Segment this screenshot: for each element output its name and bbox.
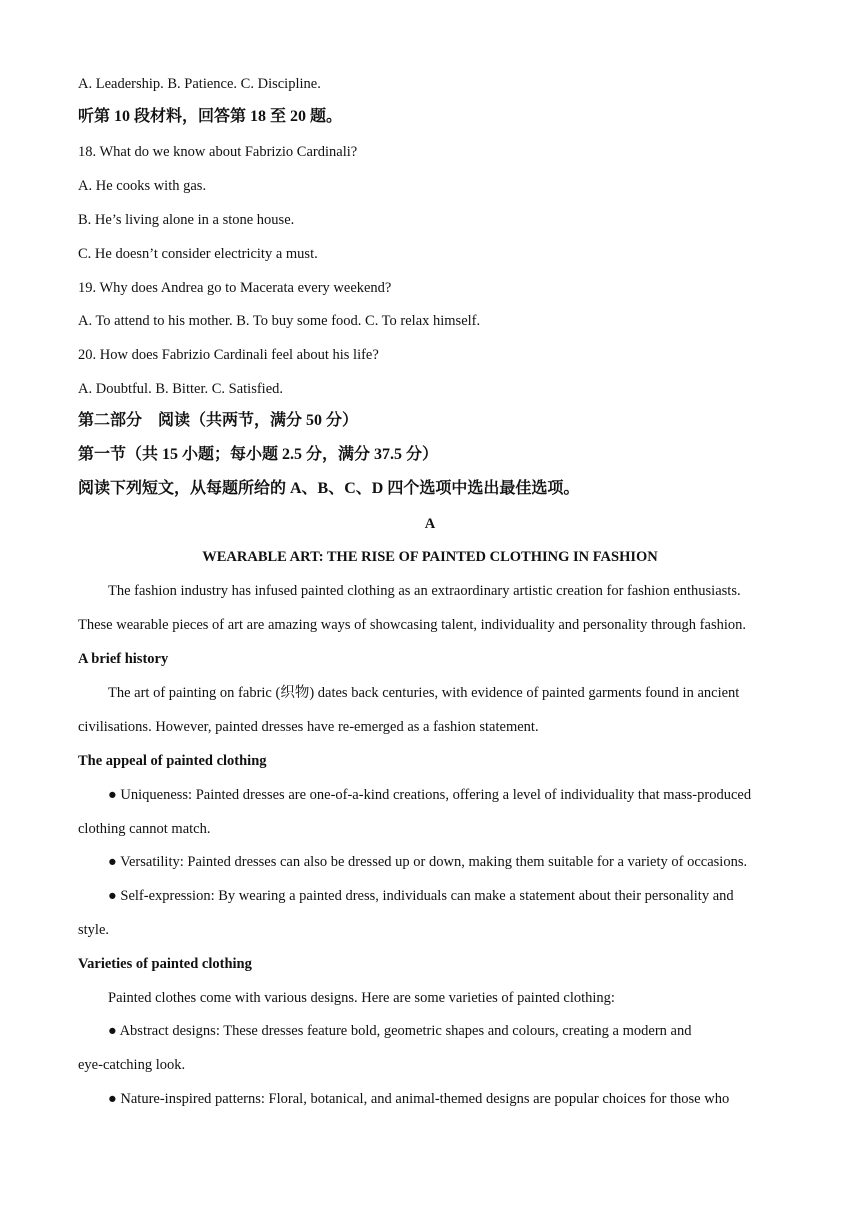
q17-options: A. Leadership. B. Patience. C. Discipline. <box>78 76 321 92</box>
q20-options: A. Doubtful. B. Bitter. C. Satisfied. <box>78 381 284 397</box>
heading-appeal: The appeal of painted clothing <box>78 753 267 769</box>
nature-line-1: ● Nature-inspired patterns: Floral, botanical, and animal-themed designs are popular choices for those who <box>108 1091 730 1107</box>
abstract-line-1: ● Abstract designs: These dresses feature bold, geometric shapes and colours, creating a modern and <box>108 1023 692 1039</box>
q19-options: A. To attend to his mother. B. To buy some food. C. To relax himself. <box>78 313 481 329</box>
versatility-line: ● Versatility: Painted dresses can also be dressed up or down, making them suitable for a variety of occasions. <box>108 854 748 870</box>
q18-question: 18. What do we know about Fabrizio Cardinali? <box>78 144 358 160</box>
q20-question: 20. How does Fabrizio Cardinali feel about his life? <box>78 347 379 363</box>
varieties-intro: Painted clothes come with various designs. Here are some varieties of painted clothing: <box>108 990 615 1006</box>
heading-brief-history: A brief history <box>78 651 169 667</box>
reading-instruction: 阅读下列短文，从每题所给的 A、B、C、D 四个选项中选出最佳选项。 <box>78 480 580 497</box>
passage-title: WEARABLE ART: THE RISE OF PAINTED CLOTHING IN FASHION <box>202 549 658 565</box>
intro-line-1: The fashion industry has infused painted clothing as an extraordinary artistic creation for fashion enthusiasts. <box>108 583 741 599</box>
q18-option-b: B. He’s living alone in a stone house. <box>78 212 295 228</box>
q18-option-c: C. He doesn’t consider electricity a must. <box>78 246 318 262</box>
section10-instruction: 听第 10 段材料，回答第 18 至 20 题。 <box>78 108 343 125</box>
part2-heading: 第二部分 阅读（共两节，满分 50 分） <box>78 412 359 429</box>
passage-letter: A <box>424 516 436 532</box>
heading-varieties: Varieties of painted clothing <box>78 956 252 972</box>
q18-option-a: A. He cooks with gas. <box>78 178 207 194</box>
uniqueness-line-1: ● Uniqueness: Painted dresses are one-of-a-kind creations, offering a level of individuality that mass-produced <box>108 787 752 803</box>
intro-line-2: These wearable pieces of art are amazing ways of showcasing talent, individuality and personality through fashion. <box>78 617 746 633</box>
section1-heading: 第一节（共 15 小题；每小题 2.5 分，满分 37.5 分） <box>78 446 439 463</box>
history-line-2: civilisations. However, painted dresses have re-emerged as a fashion statement. <box>78 719 539 735</box>
self-expression-line-1: ● Self-expression: By wearing a painted dress, individuals can make a statement about their personality and <box>108 888 734 904</box>
abstract-line-2: eye-catching look. <box>78 1057 186 1073</box>
history-line-1: The art of painting on fabric (织物) dates back centuries, with evidence of painted garments found in ancient <box>108 685 740 701</box>
uniqueness-line-2: clothing cannot match. <box>78 821 211 837</box>
q19-question: 19. Why does Andrea go to Macerata every weekend? <box>78 280 392 296</box>
self-expression-line-2: style. <box>78 922 110 938</box>
